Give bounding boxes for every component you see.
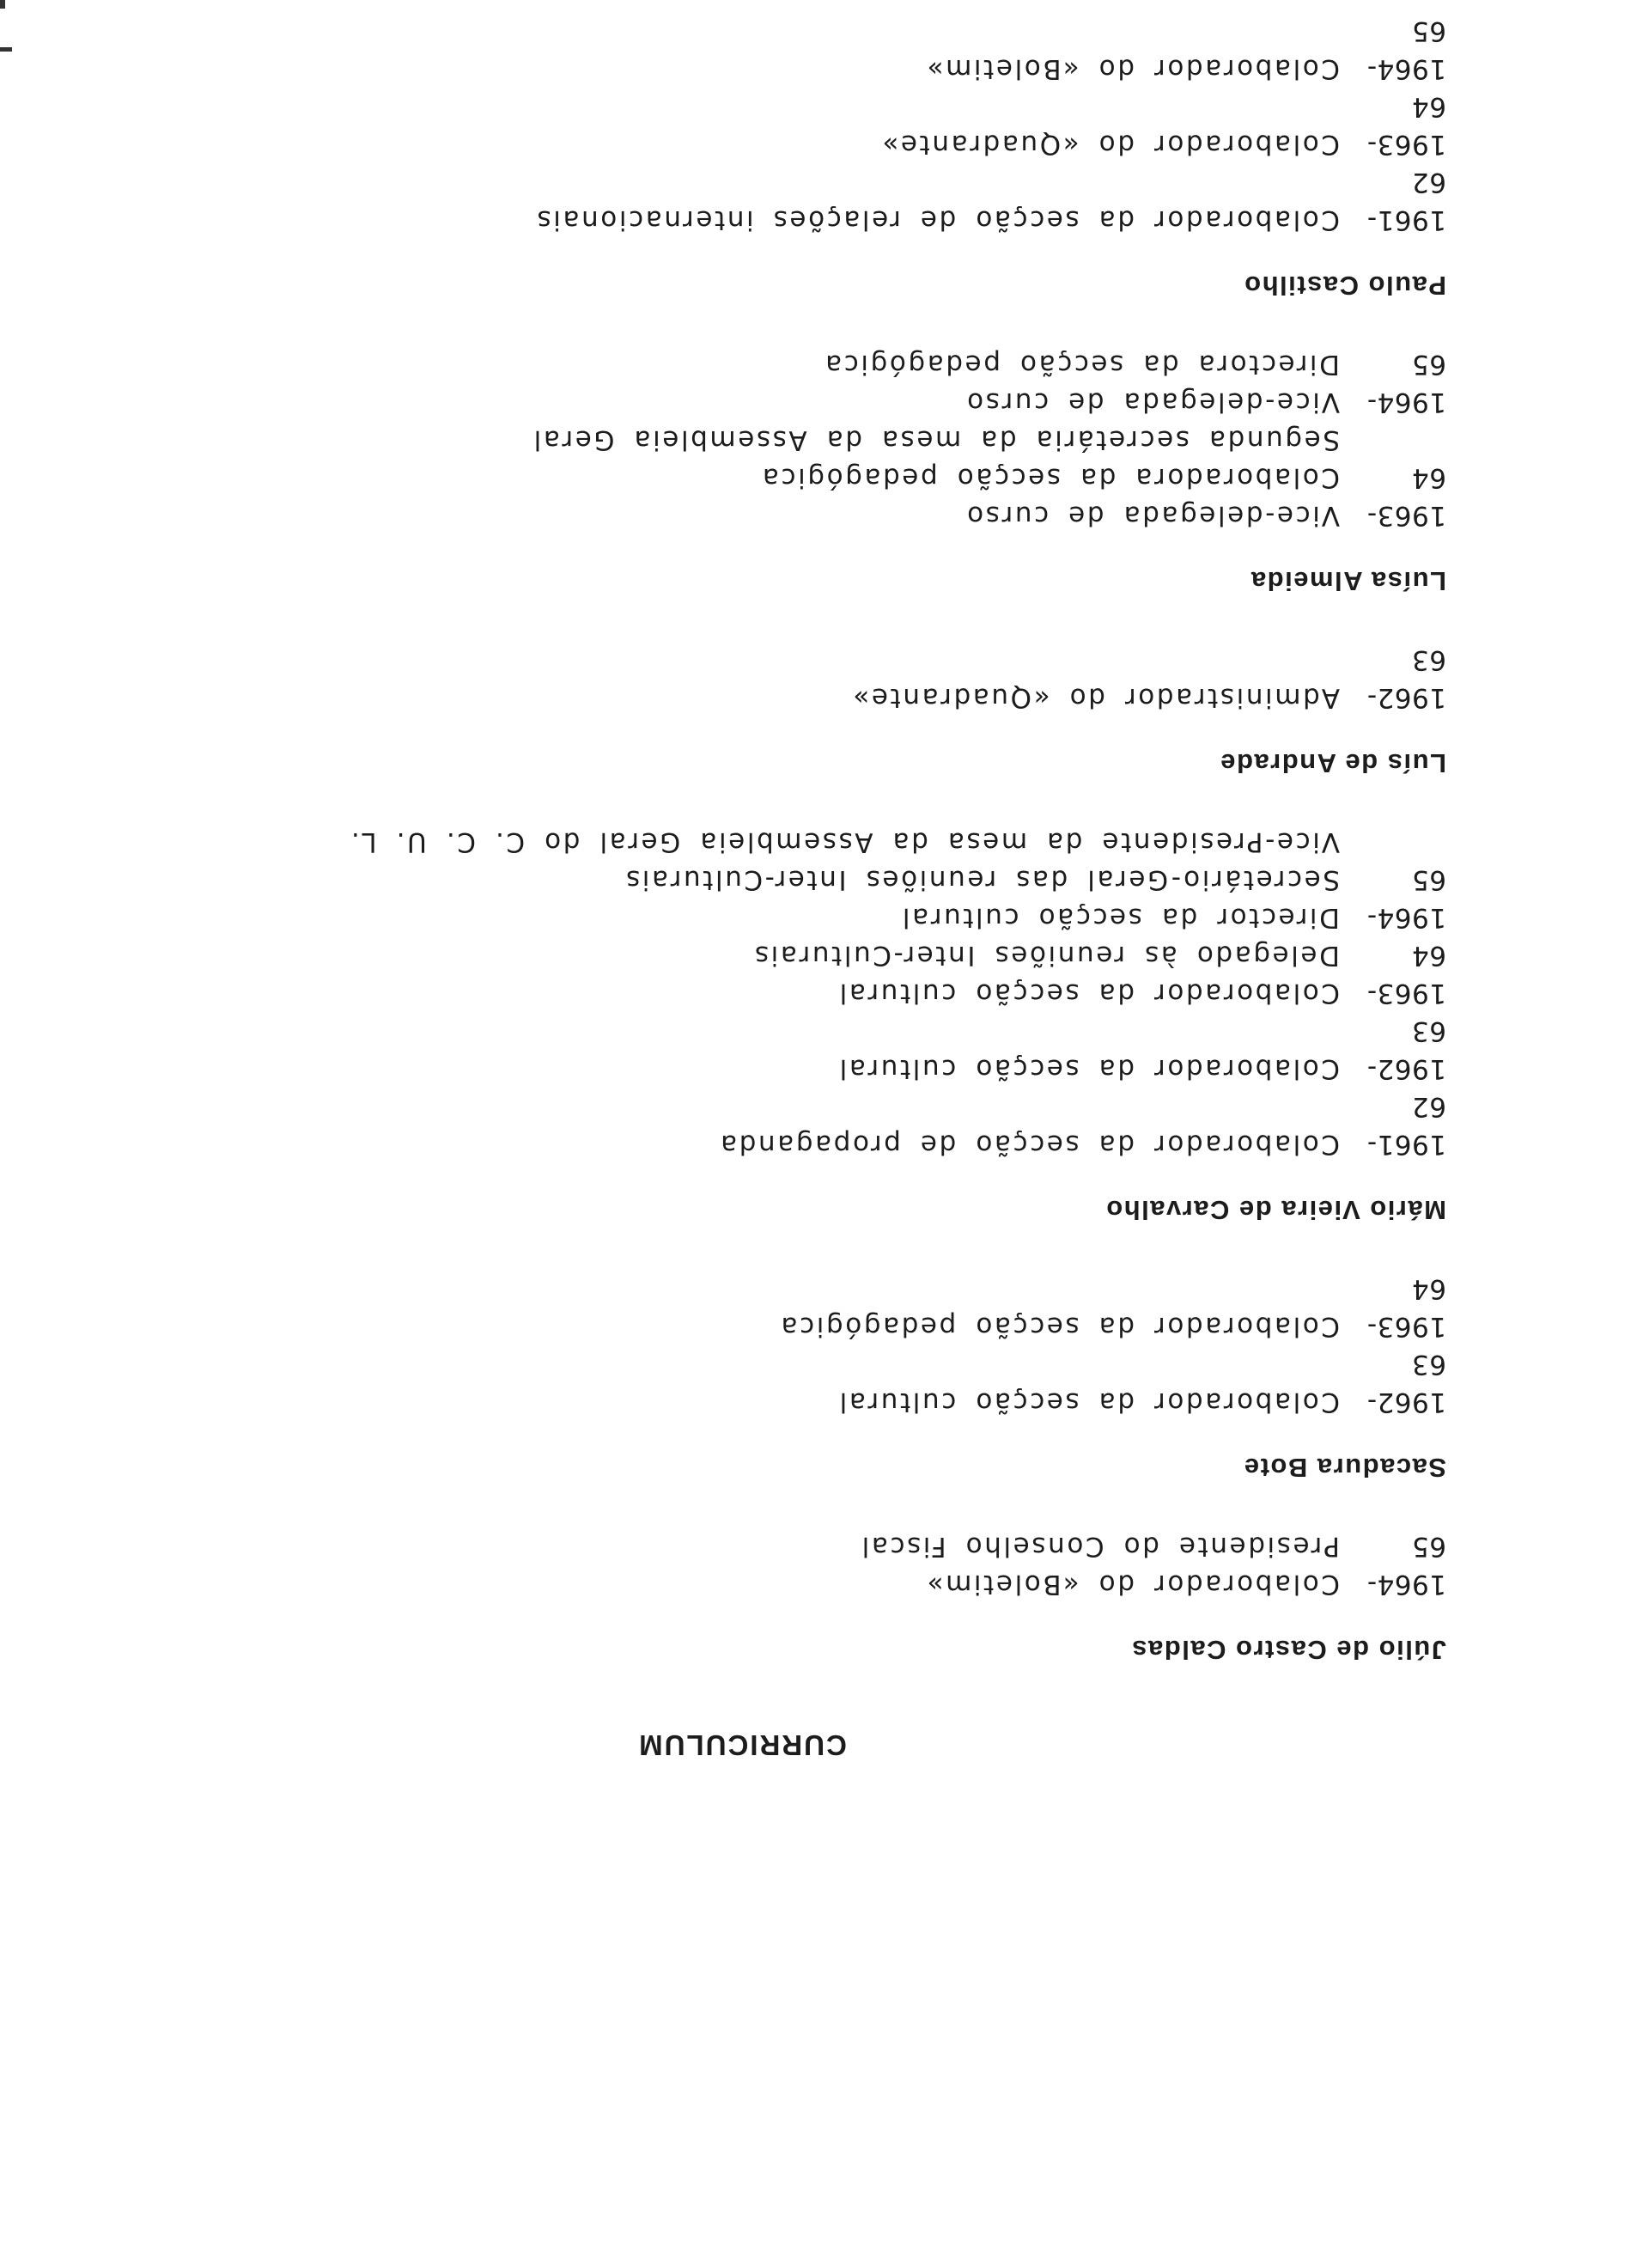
entry-role: Colaborador da secção cultural — [837, 1053, 1340, 1084]
entry-year: 1962-63 — [1366, 644, 1446, 713]
curriculum-entry — [72, 12, 1446, 88]
entry-roles — [72, 1527, 1340, 1603]
entry-role: Directora da secção pedagógica — [823, 349, 1340, 380]
entry-year: 1964-65 — [1366, 1531, 1446, 1600]
entry-year: 1963-64 — [1366, 462, 1446, 531]
entry-roles — [72, 936, 1340, 1012]
person-section — [72, 641, 1446, 778]
entry-roles — [72, 345, 1340, 421]
person-section — [72, 1270, 1446, 1483]
entry-role: Vice-delegada de curso — [964, 387, 1340, 418]
entry-roles — [72, 1345, 1340, 1421]
entry-year: 1964-65 — [1366, 864, 1446, 933]
curriculum-entry — [72, 1088, 1446, 1163]
curriculum-entry — [72, 1527, 1446, 1603]
curriculum-entry — [72, 345, 1446, 421]
entry-role: Vice-delegada de curso — [964, 500, 1340, 531]
entry-role: Presidente do Conselho Fiscal — [860, 1531, 1340, 1562]
entry-role: Colaborador do «Boletim» — [924, 53, 1340, 84]
curriculum-entry — [72, 936, 1446, 1012]
entry-role: Director da secção cultural — [900, 902, 1340, 933]
entry-roles — [72, 12, 1340, 88]
curriculum-entry — [72, 641, 1446, 716]
scan-mark — [0, 0, 5, 9]
entry-year: 1961-62 — [1366, 1091, 1446, 1160]
entry-year: 1963-64 — [1366, 940, 1446, 1009]
person-section — [72, 12, 1446, 301]
person-section — [72, 1527, 1446, 1665]
entry-role: Secretário-Geral das reuniões Inter-Culturais — [624, 864, 1340, 895]
document-title: CURRICULUM — [637, 1729, 847, 1761]
curriculum-entry — [72, 163, 1446, 239]
person-section — [72, 345, 1446, 596]
entry-role: Delegado às reuniões Inter-Culturais — [752, 940, 1340, 971]
person-name: Luís de Andrade — [1219, 748, 1446, 778]
person-name: Júlio de Castro Caldas — [1130, 1635, 1446, 1665]
entry-roles — [72, 1088, 1340, 1163]
entry-year: 1964-65 — [1366, 15, 1446, 84]
entry-role: Colaborador da secção cultural — [837, 1387, 1340, 1418]
entry-year: 1963-64 — [1366, 91, 1446, 160]
curriculum-entry — [72, 88, 1446, 163]
scan-mark — [0, 47, 12, 52]
entry-roles — [72, 641, 1340, 716]
person-section — [72, 823, 1446, 1225]
entry-role: Colaborador do «Quadrante» — [879, 129, 1340, 160]
curriculum-entry — [72, 421, 1446, 534]
entry-roles — [72, 163, 1340, 239]
entry-year: 1961-62 — [1366, 167, 1446, 235]
entry-roles — [72, 1270, 1340, 1345]
entry-role: Colaborador da secção cultural — [837, 978, 1340, 1009]
curriculum-entry — [72, 1270, 1446, 1345]
people-list — [72, 12, 1446, 1665]
entry-roles — [72, 421, 1340, 534]
curriculum-entry — [72, 823, 1446, 936]
entry-role: Segunda secretária da mesa da Assembleia Geral — [532, 424, 1340, 455]
entry-role: Vice-Presidente da mesa da Assembleia Geral do C. C. U. L. — [349, 826, 1340, 857]
person-name: Paulo Castilho — [1243, 271, 1446, 301]
entry-role: Colaborador do «Boletim» — [924, 1569, 1340, 1600]
person-name: Mário Vieira de Carvalho — [1104, 1195, 1446, 1225]
entry-role: Administrador do «Quadrante» — [850, 682, 1340, 713]
entry-role: Colaboradora da secção pedagógica — [760, 462, 1340, 493]
entry-role: Colaborador da secção de relações internacionais — [534, 204, 1340, 235]
person-name: Luísa Almeida — [1250, 566, 1446, 596]
entry-year: 1962-63 — [1366, 1015, 1446, 1084]
entry-year: 1963-64 — [1366, 1273, 1446, 1342]
entry-role: Colaborador da secção de propaganda — [718, 1129, 1340, 1160]
entry-year: 1964-65 — [1366, 349, 1446, 418]
person-name: Sacadura Bote — [1243, 1453, 1446, 1483]
entry-role: Colaborador da secção pedagógica — [778, 1311, 1340, 1342]
entry-roles — [72, 88, 1340, 163]
curriculum-entry — [72, 1345, 1446, 1421]
entry-roles — [72, 823, 1340, 936]
curriculum-entry — [72, 1012, 1446, 1088]
curriculum-content — [72, 0, 1446, 1761]
entry-year: 1962-63 — [1366, 1349, 1446, 1418]
entry-roles — [72, 1012, 1340, 1088]
